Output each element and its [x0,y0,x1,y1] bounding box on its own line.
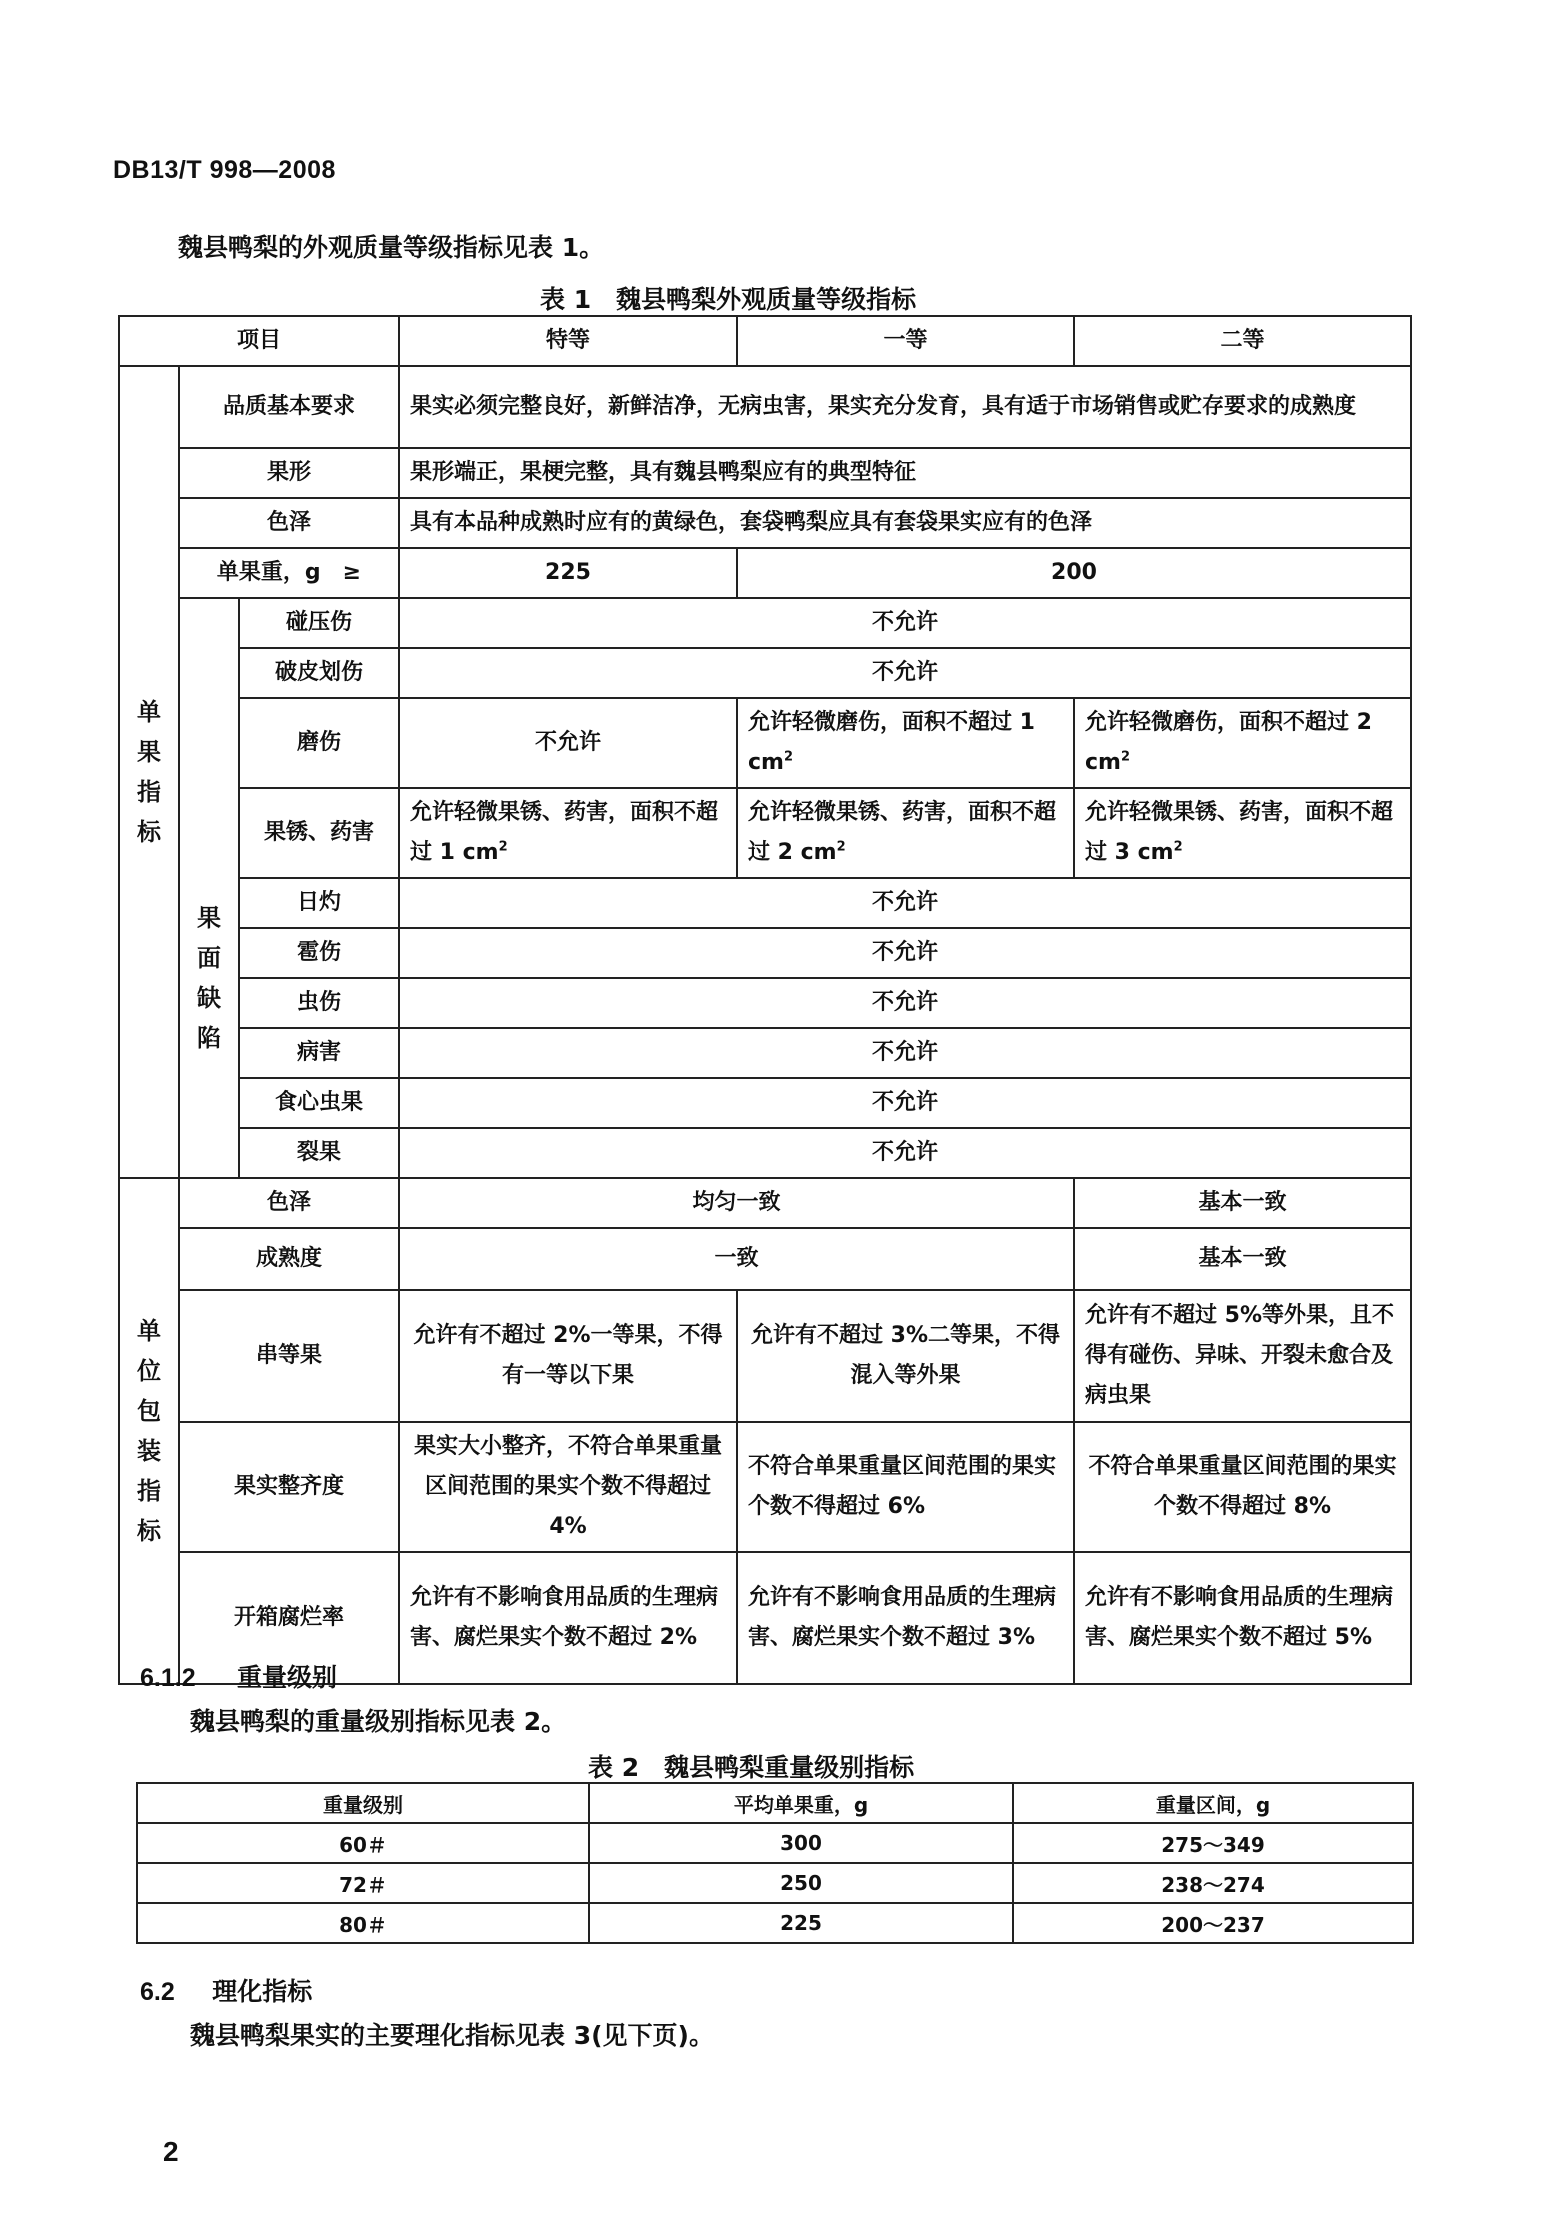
cell-average: 250 [589,1863,1013,1903]
table1-caption: 表 1 魏县鸭梨外观质量等级指标 [540,285,917,314]
header-weight-range: 重量区间，g [1013,1783,1413,1823]
row-label-color: 色泽 [179,498,399,548]
row-label-weight: 单果重，g ≥ [179,548,399,598]
cell-basic-value: 果实必须完整良好，新鲜洁净，无病虫害，果实充分发育，具有适于市场销售或贮存要求的成熟度 [399,366,1411,448]
table-header-row [137,1783,1413,1823]
table-row [119,1078,1411,1128]
standard-code: DB13/T 998—2008 [113,156,336,184]
table-row [119,1178,1411,1228]
cell-rust-special: 允许轻微果锈、药害，面积不超过 1 $cm^2$ [399,788,737,878]
table-row [119,1028,1411,1078]
header-item: 项目 [119,316,399,366]
header-grade-first: 一等 [737,316,1074,366]
table-row [119,448,1411,498]
cell-insect-value: 不允许 [399,978,1411,1028]
intro-paragraph: 魏县鸭梨的外观质量等级指标见表 1。 [178,233,605,262]
row-label-pack-rot: 开箱腐烂率 [179,1552,399,1684]
header-grade-second: 二等 [1074,316,1411,366]
cell-pack-color-second: 基本一致 [1074,1178,1411,1228]
cell-pack-mixed-first: 允许有不超过 3%二等果，不得混入等外果 [737,1290,1074,1422]
cell-borer-value: 不允许 [399,1078,1411,1128]
cell-average: 300 [589,1823,1013,1863]
cell-weight-first-second: 200 [737,548,1411,598]
cell-weight-special: 225 [399,548,737,598]
cell-hail-value: 不允许 [399,928,1411,978]
cell-crack-value: 不允许 [399,1128,1411,1178]
appearance-grade-table [118,315,1412,1685]
header-average-weight: 平均单果重，g [589,1783,1013,1823]
row-label-pack-ripeness: 成熟度 [179,1228,399,1290]
cell-pack-color-special-first: 均匀一致 [399,1178,1074,1228]
table-row [119,598,1411,648]
table-header-row [119,316,1411,366]
row-label-hail: 雹伤 [239,928,399,978]
cell-scratch-value: 不允许 [399,648,1411,698]
cell-abrasion-first: 允许轻微磨伤，面积不超过 1 $cm^2$ [737,698,1074,788]
cell-pack-mixed-second: 允许有不超过 5%等外果，且不得有碰伤、异味、开裂未愈合及病虫果 [1074,1290,1411,1422]
section-6-2-heading [140,1972,312,2008]
row-label-shape: 果形 [179,448,399,498]
page-number: 2 [163,2136,179,2167]
section-title: 重量级别 [237,1663,338,1692]
cell-color-value: 具有本品种成熟时应有的黄绿色，套袋鸭梨应具有套袋果实应有的色泽 [399,498,1411,548]
table-row [119,928,1411,978]
table-row [119,788,1411,878]
table-row [119,1290,1411,1422]
cell-pack-uniformity-special: 果实大小整齐，不符合单果重量区间范围的果实个数不得超过 4% [399,1422,737,1552]
cell-grade: 60＃ [137,1823,589,1863]
table-row [137,1823,1413,1863]
table-row [137,1903,1413,1943]
weight-grade-paragraph: 魏县鸭梨的重量级别指标见表 2。 [190,1707,567,1736]
cell-range: 275～349 [1013,1823,1413,1863]
table-row [119,698,1411,788]
group-single-fruit [119,366,179,1178]
section-6-1-2-heading [140,1658,337,1694]
row-label-scratch: 破皮划伤 [239,648,399,698]
table-row [119,1422,1411,1552]
table-row [137,1863,1413,1903]
section-number: 6.1.2 [140,1664,196,1692]
table-row [119,1128,1411,1178]
row-label-disease: 病害 [239,1028,399,1078]
section-number: 6.2 [140,1978,175,2006]
group-unit-package-label: 单位包装指标 [137,1317,161,1545]
table-row [119,648,1411,698]
cell-range: 238～274 [1013,1863,1413,1903]
cell-pack-ripeness-second: 基本一致 [1074,1228,1411,1290]
table-row [119,548,1411,598]
cell-average: 225 [589,1903,1013,1943]
cell-disease-value: 不允许 [399,1028,1411,1078]
cell-pack-uniformity-second: 不符合单果重量区间范围的果实个数不得超过 8% [1074,1422,1411,1552]
row-label-insect: 虫伤 [239,978,399,1028]
section-title: 理化指标 [212,1977,313,2006]
row-label-abrasion: 磨伤 [239,698,399,788]
table-row [119,366,1411,448]
cell-pack-rot-special: 允许有不影响食用品质的生理病害、腐烂果实个数不超过 2% [399,1552,737,1684]
row-label-borer: 食心虫果 [239,1078,399,1128]
row-label-bruise: 碰压伤 [239,598,399,648]
cell-range: 200～237 [1013,1903,1413,1943]
group-single-fruit-label: 单果指标 [137,698,161,846]
table-row [119,498,1411,548]
row-label-sunburn: 日灼 [239,878,399,928]
group-unit-package [119,1178,179,1684]
header-grade-special: 特等 [399,316,737,366]
cell-abrasion-second: 允许轻微磨伤，面积不超过 2 $cm^2$ [1074,698,1411,788]
cell-pack-mixed-special: 允许有不超过 2%一等果，不得有一等以下果 [399,1290,737,1422]
physicochemical-paragraph: 魏县鸭梨果实的主要理化指标见表 3(见下页)。 [190,2021,714,2050]
cell-pack-ripeness-special-first: 一致 [399,1228,1074,1290]
cell-grade: 80＃ [137,1903,589,1943]
row-label-rust: 果锈、药害 [239,788,399,878]
table-row [119,1228,1411,1290]
cell-grade: 72＃ [137,1863,589,1903]
cell-rust-second: 允许轻微果锈、药害，面积不超过 3 $cm^2$ [1074,788,1411,878]
cell-pack-rot-first: 允许有不影响食用品质的生理病害、腐烂果实个数不超过 3% [737,1552,1074,1684]
cell-rust-first: 允许轻微果锈、药害，面积不超过 2 $cm^2$ [737,788,1074,878]
table-row [119,878,1411,928]
row-label-crack: 裂果 [239,1128,399,1178]
group-surface-defect [179,598,239,1178]
cell-bruise-value: 不允许 [399,598,1411,648]
cell-shape-value: 果形端正，果梗完整，具有魏县鸭梨应有的典型特征 [399,448,1411,498]
row-label-pack-uniformity: 果实整齐度 [179,1422,399,1552]
group-surface-defect-label: 果面缺陷 [197,904,221,1052]
table-row [119,978,1411,1028]
table2-caption: 表 2 魏县鸭梨重量级别指标 [588,1753,915,1782]
cell-pack-uniformity-first: 不符合单果重量区间范围的果实个数不得超过 6% [737,1422,1074,1552]
cell-pack-rot-second: 允许有不影响食用品质的生理病害、腐烂果实个数不超过 5% [1074,1552,1411,1684]
row-label-pack-mixed: 串等果 [179,1290,399,1422]
cell-sunburn-value: 不允许 [399,878,1411,928]
row-label-basic: 品质基本要求 [179,366,399,448]
header-weight-grade: 重量级别 [137,1783,589,1823]
cell-abrasion-special: 不允许 [399,698,737,788]
weight-grade-table [136,1782,1414,1944]
row-label-pack-color: 色泽 [179,1178,399,1228]
